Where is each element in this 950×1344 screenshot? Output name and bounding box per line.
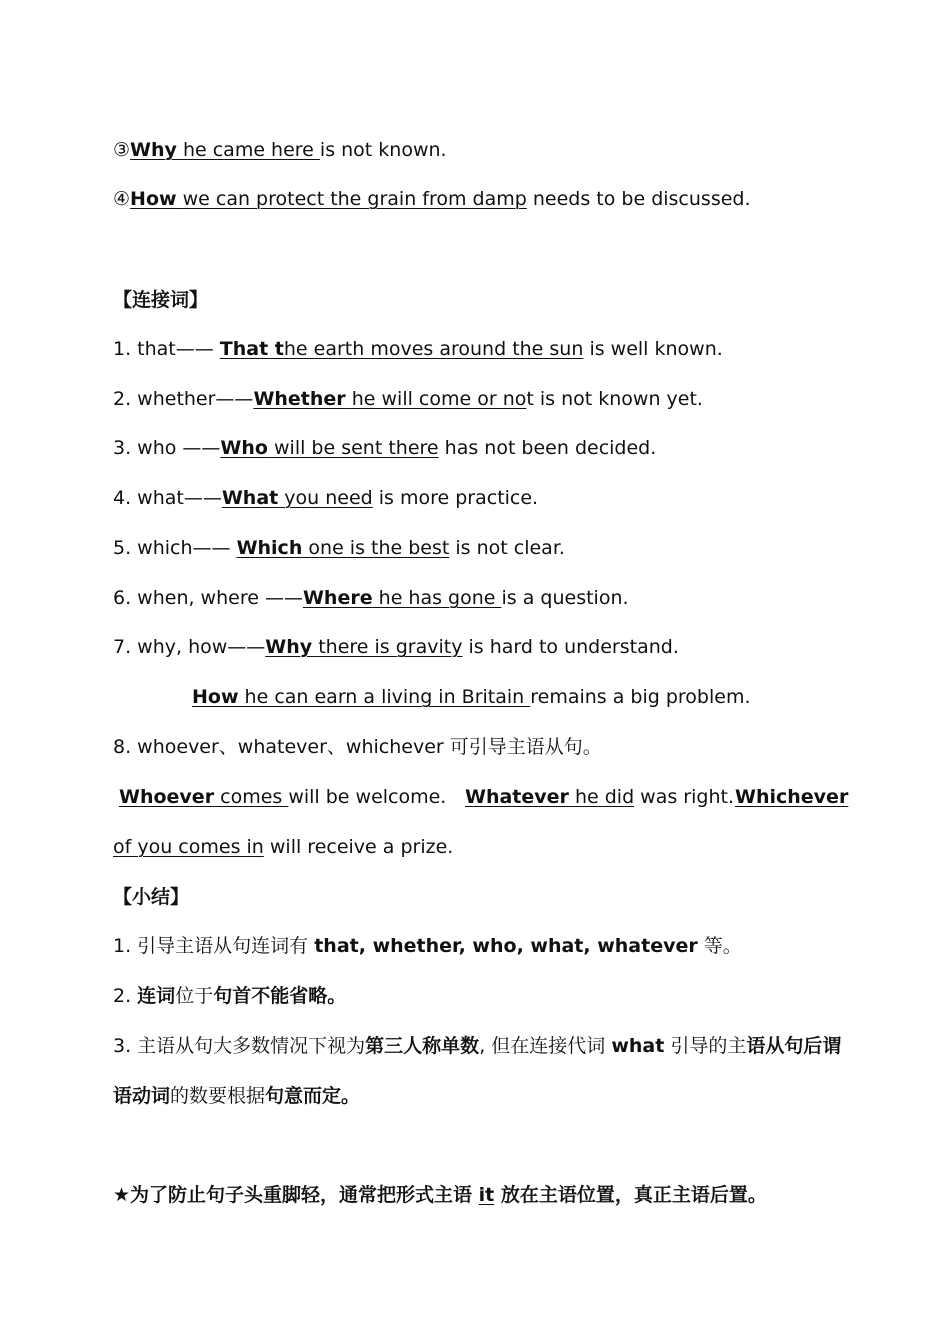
summary-text: 2. [113,985,138,1007]
connective-word: Why [265,636,313,658]
sentence-tail: is a question. [501,587,629,609]
summary-text: 的数要根据 [170,1085,266,1107]
summary-bold: 句意而定。 [265,1085,361,1107]
clause-text: we can protect the grain from damp [176,188,527,210]
summary-text: 等。 [697,935,742,957]
summary-heading: 【小结】 [113,886,190,908]
clause-text: he will come or no [345,388,527,410]
clause-text: he has gone [372,587,502,609]
star-note [113,1183,767,1207]
circled-number-3: ③ [113,139,131,161]
clause-text: there is gravity [312,636,463,658]
sentence-tail: needs to be discussed. [526,188,751,210]
item-label: 5. which—— [113,537,237,559]
sentence-tail: is not known. [319,139,447,161]
summary-bold: 语动词 [113,1085,171,1107]
sentence-tail: has not been decided. [438,437,657,459]
connective-item-6 [113,586,629,610]
clause-text: he earth moves around the sun [283,338,584,360]
item-label: 4. what—— [113,487,222,509]
connective-word: Where [302,587,373,609]
example-whoever [119,785,446,809]
circled-number-4: ④ [113,188,131,210]
formal-subject-it: it [478,1184,495,1206]
sentence-tail: was right. [634,786,734,808]
connective-word: How [130,188,177,210]
sentence-tail: will be welcome. [288,786,447,808]
connective-word: Which [236,537,303,559]
item-label: 1. that—— [113,338,220,360]
summary-text: 位于 [175,985,214,1007]
item-label: 3. who —— [113,437,221,459]
sentence-tail: t is not known yet. [526,388,703,410]
summary-text: , 但在连接代词 [479,1035,612,1057]
connectives-heading: 【连接词】 [113,289,209,311]
connective-item-8: 8. whoever、whatever、whichever 可引导主语从句。 [113,736,602,758]
connective-word: Whoever [119,786,215,808]
clause-text: comes [214,786,289,808]
summary-bold: that, whether, who, what, whatever [314,935,698,957]
connective-word: Whether [253,388,346,410]
sentence-tail: is hard to understand. [462,636,679,658]
connective-item-3 [113,436,656,460]
sentence-tail: remains a big problem. [530,686,751,708]
summary-bold: 第三人称单数 [365,1035,480,1057]
connective-item-4 [113,486,538,510]
item-label: 2. whether—— [113,388,254,410]
clause-text: will be sent there [267,437,439,459]
connective-word: Whatever [465,786,569,808]
connective-item-2 [113,387,703,411]
example-why [113,138,447,162]
summary-item-2 [113,984,346,1008]
summary-bold: 句首不能省略。 [213,985,347,1007]
clause-text: of you comes in [113,836,264,858]
sentence-tail: is not clear. [449,537,565,559]
summary-text: 1. 引导主语从句连词有 [113,935,315,957]
summary-text: 3. 主语从句大多数情况下视为 [113,1035,366,1057]
connective-word: What [221,487,279,509]
summary-bold: what [611,1035,665,1057]
connective-word: Whichever [735,786,849,808]
connective-item-5 [113,536,565,560]
summary-item-3 [113,1034,841,1058]
summary-bold: 连词 [137,985,176,1007]
connective-word: How [192,686,239,708]
summary-item-3-continued [113,1084,360,1108]
summary-item-1 [113,934,742,958]
sentence-tail: is more practice. [372,487,539,509]
note-text: 放在主语位置，真正主语后置。 [494,1184,767,1206]
clause-text: he came here [176,139,320,161]
clause-text: you need [278,487,373,509]
connective-word: Who [220,437,268,459]
connective-item-7-example-2 [192,685,751,709]
clause-text: one is the best [302,537,450,559]
clause-text: he can earn a living in Britain [238,686,531,708]
clause-text: he did [568,786,635,808]
example-whatever [465,785,734,809]
summary-bold: 语从句后谓 [746,1035,842,1057]
sentence-tail: will receive a prize. [263,836,454,858]
note-text: ★为了防止句子头重脚轻，通常把形式主语 [113,1184,479,1206]
connective-item-7 [113,635,679,659]
example-whichever-continued [113,835,453,859]
item-label: 6. when, where —— [113,587,303,609]
connective-word: That t [219,338,284,360]
example-whichever [735,785,848,809]
example-how [113,187,751,211]
connective-word: Why [130,139,177,161]
item-label: 7. why, how—— [113,636,266,658]
summary-text: 引导的主 [664,1035,747,1057]
sentence-tail: is well known. [583,338,723,360]
connective-item-1 [113,337,723,361]
